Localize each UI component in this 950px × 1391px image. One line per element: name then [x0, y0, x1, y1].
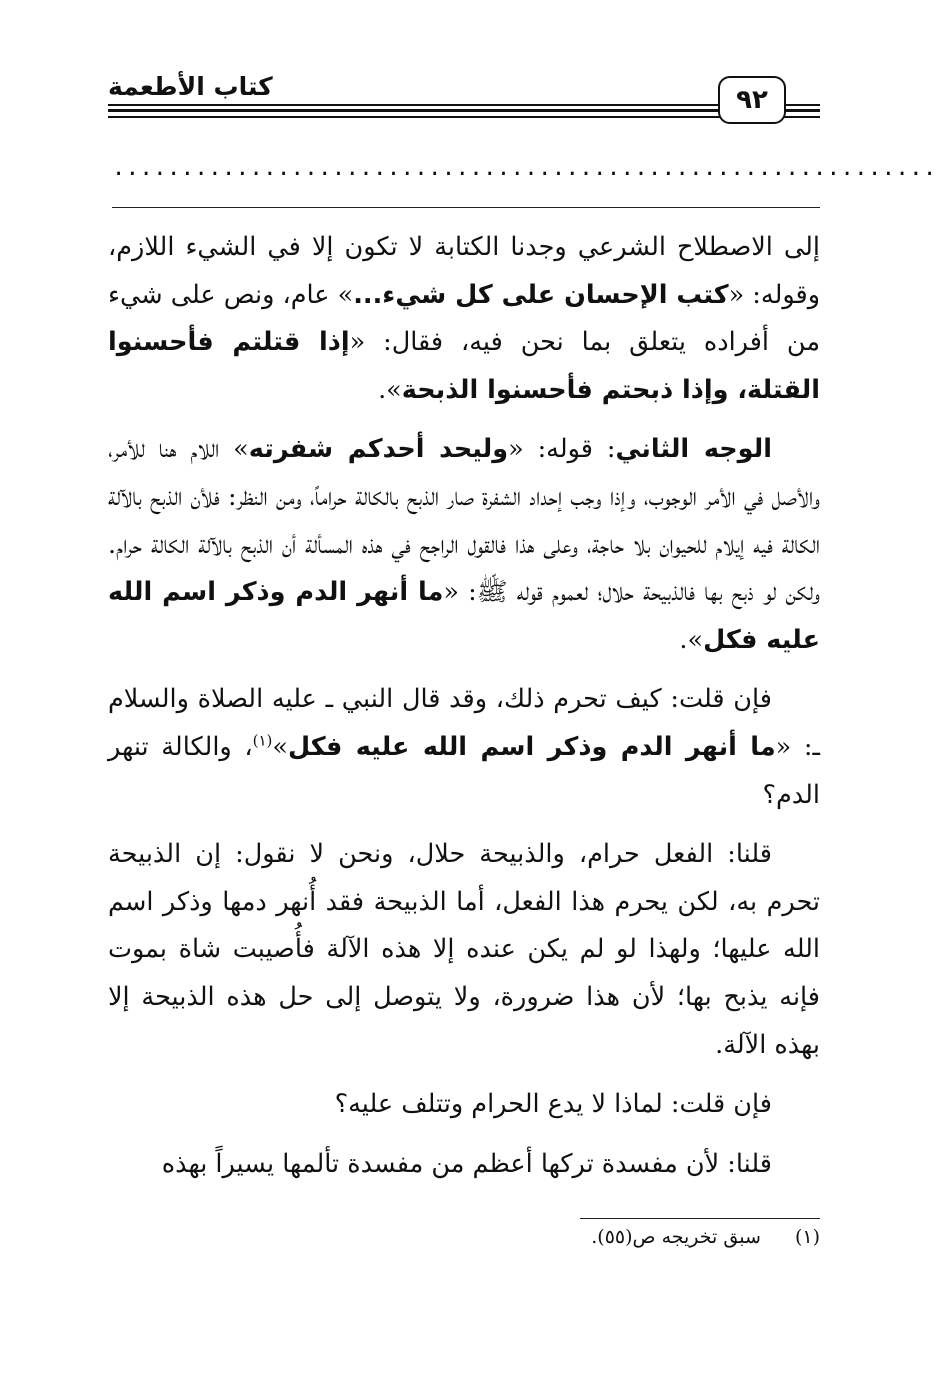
header-rule: [782, 109, 820, 112]
footnote-rule: [580, 1218, 820, 1219]
paragraph: [108, 224, 820, 414]
text-run: ، والكالة تنهر الدم؟: [108, 731, 820, 810]
footnote: [300, 1226, 820, 1248]
separator-rule: [112, 207, 820, 208]
text-run: فإن قلت: كيف تحرم ذلك، وقد قال النبي ـ عليه الصلاة والسلام ـ: «: [108, 684, 820, 762]
page-number-label: ٩٢: [736, 85, 768, 115]
bold-quote: كتب الإحسان على كل شيء...: [353, 279, 729, 310]
paragraph: [108, 1081, 820, 1129]
text-run: : قوله: «: [508, 434, 616, 465]
header-rule: [782, 116, 820, 118]
bold-quote: ما أنهر الدم وذكر اسم الله عليه فكل: [288, 731, 776, 762]
running-header-title: كتاب الأطعمة: [108, 72, 273, 101]
header-rule: [782, 104, 820, 106]
bold-quote: وليحد أحدكم شفرته: [248, 434, 509, 465]
paragraph: [108, 831, 820, 1069]
footnote-number: (١): [794, 1226, 820, 1248]
paragraph: [108, 426, 820, 664]
paragraph: [108, 1141, 820, 1189]
bold-quote: ما أنهر الدم وذكر اسم الله عليه فكل: [108, 577, 820, 655]
bold-quote: الوجه الثاني: [615, 434, 772, 465]
text-run: »: [272, 731, 288, 762]
text-run: ».: [378, 374, 402, 405]
paragraph: [108, 676, 820, 819]
text-run: ».: [679, 624, 704, 655]
text-run: إلى الاصطلاح الشرعي وجدنا الكتابة لا تكون إلا في الشيء اللازم، وقوله: «: [108, 232, 821, 310]
header-rule: [108, 109, 720, 112]
dotted-divider: ............................................................: [112, 156, 937, 181]
text-run: » عام، ونص على شيء من أفراده يتعلق بما نحن فيه، فقال: «: [108, 279, 820, 358]
page-number: [718, 76, 786, 124]
text-run: فإن قلت: لماذا لا يدع الحرام وتتلف عليه؟: [334, 1089, 772, 1120]
text-run: قلنا: لأن مفسدة تركها أعظم من مفسدة تألمها يسيراً بهذه: [161, 1148, 772, 1179]
footnote-reference: (١): [252, 731, 273, 750]
header-rule: [108, 116, 720, 118]
main-text: [108, 224, 820, 1200]
text-run: » اللام هنا للأمر، والأصل في الأمر الوجوب، وإذا وجب إحداد الشفرة صار الذبح بالكالة حراماً، ومن النظر: فلأن الذبح بالآلة الكالة فيه إيلام للحيوان بلا حاجة، وعلى هذا فالقول الراجح في هذه المسألة أن الذبح بالآلة الكالة حرام. ولكن لو ذبح بها فالذبيحة حلال؛ لعموم قوله ﷺ: «: [108, 434, 820, 608]
bold-quote: إذا قتلتم فأحسنوا القتلة، وإذا ذبحتم فأحسنوا الذبحة: [108, 327, 820, 405]
footnote-text: سبق تخريجه ص(٥٥).: [591, 1226, 761, 1248]
header-rule: [108, 104, 720, 106]
text-run: قلنا: الفعل حرام، والذبيحة حلال، ونحن لا نقول: إن الذبيحة تحرم به، لكن يحرم هذا الفعل، أما الذبيحة فقد أُنهر دمها وذكر اسم الله عليها؛ ولهذا لو لم يكن عنده إلا هذه الآلة فأُصيبت شاة بموت فإنه يذبح بها؛ لأن هذا ضرورة، ولا يتوصل إلى حل هذه الذبيحة إلا بهذه الآلة.: [108, 839, 820, 1060]
